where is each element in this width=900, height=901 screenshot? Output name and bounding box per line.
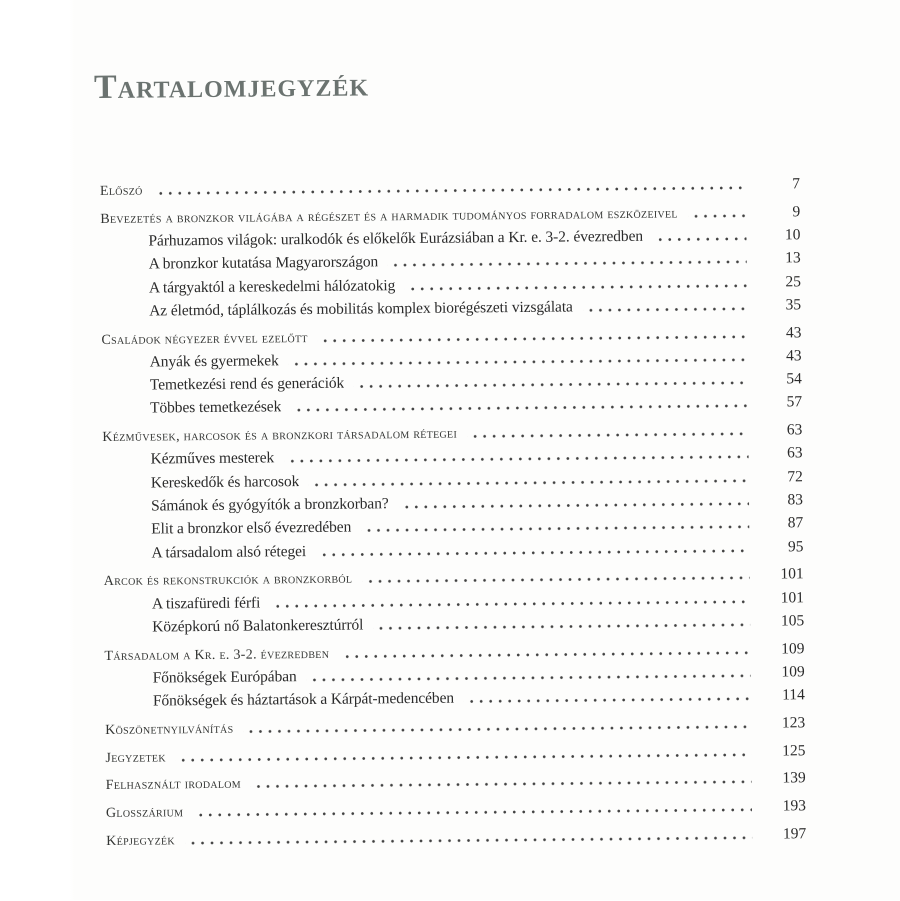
toc-entry-label: Glosszárium: [106, 801, 184, 825]
toc-entry-label: Arcok és rekonstrukciók a bronzkorból: [104, 568, 353, 594]
toc-entry-label: A tiszafüredi férfi: [152, 591, 260, 615]
dot-leader: [388, 260, 747, 268]
toc-entry-page-number: 87: [763, 512, 803, 536]
dot-leader: [185, 835, 752, 845]
toc-entry-page-number: 101: [764, 586, 804, 610]
dot-leader: [318, 334, 748, 343]
dot-leader: [309, 478, 749, 487]
toc-entry-page-number: 63: [762, 418, 802, 442]
toc-entry-label: Képjegyzék: [106, 829, 175, 853]
dot-leader: [399, 501, 749, 509]
toc-entry-label: Párhuzamos világok: uralkodók és előkelők Eurázsiában a Kr. e. 3-2. évezredben: [148, 225, 643, 253]
toc-entry-label: Anyák és gyermekek: [150, 349, 279, 374]
toc-entry-label: Előszó: [100, 180, 143, 204]
toc-entry-page-number: 35: [761, 293, 801, 317]
toc-entry-label: Kereskedők és harcosok: [151, 470, 300, 495]
dot-leader: [251, 780, 752, 790]
toc-entry-page-number: 7: [760, 172, 800, 196]
dot-leader: [361, 525, 749, 534]
dot-leader: [284, 455, 748, 464]
dot-leader: [653, 236, 747, 242]
toc-entry-page-number: 105: [764, 609, 804, 633]
toc-list: [100, 172, 806, 852]
dot-leader: [405, 283, 747, 291]
dot-leader: [464, 696, 751, 704]
toc-entry-label: Elit a bronzkor első évezredében: [151, 516, 351, 541]
dot-leader: [243, 724, 751, 734]
dot-leader: [153, 185, 746, 196]
dot-leader: [688, 213, 746, 219]
toc-entry-label: Társadalom a Kr. e. 3-2. évezredben: [104, 642, 329, 667]
toc-entry-page-number: 43: [761, 321, 801, 345]
toc-entry: [105, 711, 805, 741]
toc-entry-page-number: 197: [766, 822, 806, 846]
toc-entry-label: Többes temetkezések: [150, 396, 281, 421]
dot-leader: [307, 673, 751, 682]
toc-entry-label: Főnökségek és háztartások a Kárpát-medencében: [153, 687, 454, 713]
toc-entry-page-number: 63: [762, 442, 802, 466]
toc-entry-page-number: 125: [765, 739, 805, 763]
toc-entry-page-number: 25: [761, 270, 801, 294]
dot-leader: [270, 599, 750, 609]
toc-entry: [106, 822, 806, 852]
toc-entry-label: A tárgyaktól a kereskedelmi hálózatokig: [149, 274, 396, 300]
toc-entry-label: Temetkezési rend és generációk: [150, 372, 345, 397]
toc-entry-page-number: 54: [762, 367, 802, 391]
toc-entry-label: A bronzkor kutatása Magyarországon: [149, 251, 379, 276]
dot-leader: [316, 548, 749, 557]
dot-leader: [193, 807, 752, 817]
toc-entry-label: Köszönetnyilvánítás: [105, 718, 233, 743]
toc-entry-label: Jegyzetek: [105, 746, 166, 770]
dot-leader: [362, 576, 749, 585]
toc-entry-label: Felhasznált irodalom: [106, 773, 241, 798]
dot-leader: [176, 752, 752, 763]
toc-entry-label: Bevezetés a bronzkor világába a régészet és a harmadik tudományos forradalom eszközeivel: [100, 202, 678, 231]
toc-entry: [106, 767, 806, 797]
toc-entry-page-number: 193: [766, 794, 806, 818]
dot-leader: [373, 622, 750, 631]
dot-leader: [289, 357, 748, 366]
toc-entry-label: Családok négyezer évvel ezelőtt: [101, 327, 308, 352]
toc-entry-page-number: 9: [760, 200, 800, 224]
toc-entry: [105, 739, 805, 769]
toc-entry-page-number: 139: [766, 767, 806, 791]
page-title: Tartalomjegyzék: [94, 67, 369, 106]
toc-entry-page-number: 13: [761, 247, 801, 271]
toc-entry-label: Főnökségek Európában: [153, 665, 297, 690]
toc-entry-label: Középkorú nő Balatonkeresztúrról: [152, 613, 363, 638]
toc-entry-label: Kézműves mesterek: [150, 447, 274, 471]
toc-entry-label: Kézművesek, harcosok és a bronzkori társadalom rétegei: [102, 423, 457, 450]
toc-entry-label: A társadalom alsó rétegei: [151, 540, 306, 565]
toc-entry-page-number: 10: [760, 223, 800, 247]
toc-entry: [106, 794, 806, 824]
dot-leader: [339, 650, 750, 659]
toc-entry-page-number: 95: [763, 535, 803, 559]
toc-entry-page-number: 123: [765, 711, 805, 735]
dot-leader: [467, 431, 748, 439]
dot-leader: [291, 404, 748, 413]
toc-entry-page-number: 114: [765, 683, 805, 707]
toc-entry-label: Sámánok és gyógyítók a bronzkorban?: [151, 492, 389, 518]
toc-entry-page-number: 83: [763, 488, 803, 512]
dot-leader: [354, 380, 748, 389]
toc-entry-page-number: 57: [762, 391, 802, 415]
toc-entry-label: Az életmód, táplálkozás és mobilitás komplex biorégészeti vizsgálata: [149, 295, 573, 322]
toc-entry-page-number: 43: [762, 344, 802, 368]
toc-entry-page-number: 72: [763, 465, 803, 489]
toc-entry-page-number: 109: [765, 660, 805, 684]
toc-entry: [100, 172, 800, 202]
dot-leader: [583, 306, 747, 313]
toc-entry-page-number: 101: [764, 563, 804, 587]
toc-entry-page-number: 109: [764, 637, 804, 661]
